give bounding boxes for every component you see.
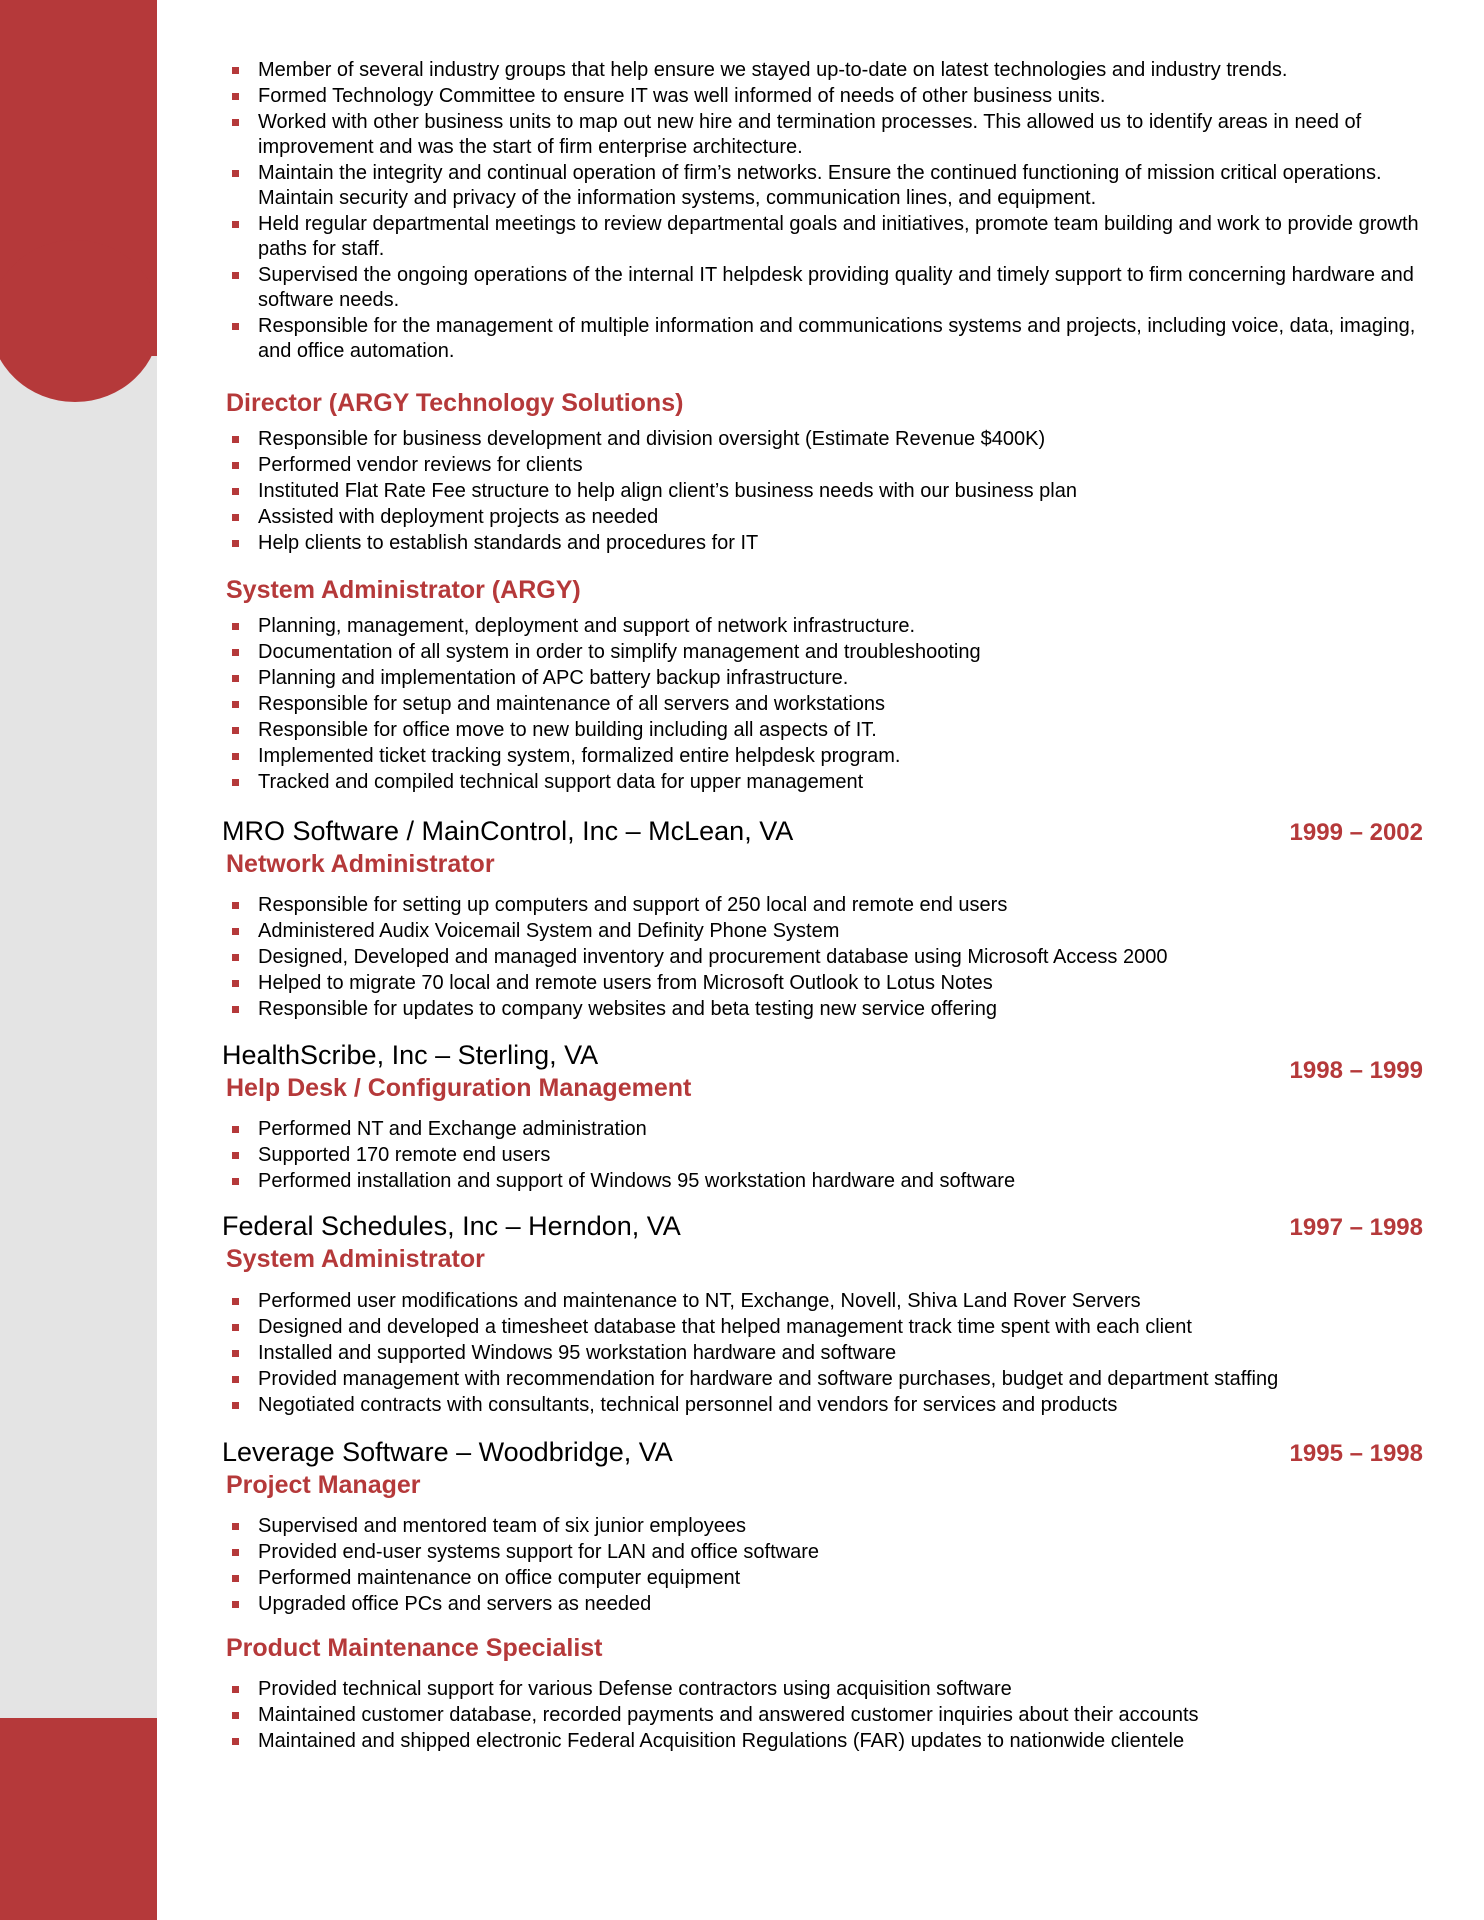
square-bullet-icon bbox=[232, 514, 239, 521]
square-bullet-icon bbox=[232, 1686, 239, 1693]
bullet-text: Administered Audix Voicemail System and Definity Phone System bbox=[258, 920, 840, 942]
company-row bbox=[222, 1210, 1426, 1244]
job-title: System Administrator bbox=[226, 1245, 485, 1273]
bullet-item bbox=[222, 971, 1426, 996]
bullet-text: Performed NT and Exchange administration bbox=[258, 1118, 647, 1140]
bullet-text: Planning, management, deployment and support of network infrastructure. bbox=[258, 615, 916, 637]
band-bottom-accent bbox=[0, 1718, 157, 1920]
bullet-text: Supervised the ongoing operations of the internal IT helpdesk providing quality and timely support to firm concerning hardware and software needs. bbox=[258, 264, 1414, 311]
bullet-item bbox=[222, 427, 1426, 452]
square-bullet-icon bbox=[232, 67, 239, 74]
square-bullet-icon bbox=[232, 1324, 239, 1331]
bullet-text: Installed and supported Windows 95 workstation hardware and software bbox=[258, 1342, 897, 1364]
square-bullet-icon bbox=[232, 1575, 239, 1582]
bullet-text: Supported 170 remote end users bbox=[258, 1144, 551, 1166]
bullet-item bbox=[222, 744, 1426, 769]
job-bullet-list bbox=[222, 1117, 1426, 1194]
square-bullet-icon bbox=[232, 436, 239, 443]
bullet-item bbox=[222, 640, 1426, 665]
square-bullet-icon bbox=[232, 93, 239, 100]
bullet-text: Designed, Developed and managed inventory and procurement database using Microsoft Access 2000 bbox=[258, 946, 1168, 968]
bullet-text: Responsible for updates to company websites and beta testing new service offering bbox=[258, 998, 997, 1020]
square-bullet-icon bbox=[232, 1601, 239, 1608]
bullet-item bbox=[222, 692, 1426, 717]
square-bullet-icon bbox=[232, 623, 239, 630]
job-bullet-list bbox=[222, 427, 1426, 556]
job-title: System Administrator (ARGY) bbox=[226, 576, 581, 604]
company-row bbox=[222, 1039, 1426, 1084]
square-bullet-icon bbox=[232, 1376, 239, 1383]
bullet-item bbox=[222, 1315, 1426, 1340]
bullet-item bbox=[222, 1514, 1426, 1539]
employment-dates: 1998 – 1999 bbox=[1289, 1057, 1423, 1084]
employment-dates: 1997 – 1998 bbox=[1289, 1214, 1423, 1241]
square-bullet-icon bbox=[232, 753, 239, 760]
band-bottom-curve bbox=[0, 1582, 157, 1716]
bullet-text: Maintained customer database, recorded payments and answered customer inquiries about their accounts bbox=[258, 1704, 1199, 1726]
bullet-text: Performed installation and support of Windows 95 workstation hardware and software bbox=[258, 1170, 1016, 1192]
company-name: HealthScribe, Inc – Sterling, VA bbox=[222, 1040, 599, 1070]
bullet-item bbox=[222, 263, 1426, 313]
bullet-item bbox=[222, 1289, 1426, 1314]
square-bullet-icon bbox=[232, 928, 239, 935]
bullet-text: Supervised and mentored team of six junior employees bbox=[258, 1515, 747, 1537]
bullet-item bbox=[222, 1367, 1426, 1392]
square-bullet-icon bbox=[232, 170, 239, 177]
bullet-item bbox=[222, 1117, 1426, 1142]
square-bullet-icon bbox=[232, 488, 239, 495]
square-bullet-icon bbox=[232, 675, 239, 682]
bullet-item bbox=[222, 212, 1426, 262]
intro-bullet-list bbox=[222, 58, 1426, 364]
bullet-text: Upgraded office PCs and servers as needed bbox=[258, 1593, 652, 1615]
square-bullet-icon bbox=[232, 221, 239, 228]
job-title: Director (ARGY Technology Solutions) bbox=[226, 389, 684, 417]
square-bullet-icon bbox=[232, 1712, 239, 1719]
bullet-text: Instituted Flat Rate Fee structure to help align client’s business needs with our business plan bbox=[258, 480, 1077, 502]
bullet-item bbox=[222, 505, 1426, 530]
bullet-text: Held regular departmental meetings to review departmental goals and initiatives, promote team building and work to provide growth paths for staff. bbox=[258, 213, 1419, 260]
bullet-text: Provided management with recommendation for hardware and software purchases, budget and department staffing bbox=[258, 1368, 1279, 1390]
bullet-text: Implemented ticket tracking system, formalized entire helpdesk program. bbox=[258, 745, 901, 767]
square-bullet-icon bbox=[232, 119, 239, 126]
square-bullet-icon bbox=[232, 1402, 239, 1409]
job-argy-sysadmin bbox=[222, 575, 1426, 795]
bullet-item bbox=[222, 1566, 1426, 1591]
job-title: Project Manager bbox=[226, 1471, 421, 1499]
bullet-text: Provided technical support for various Defense contractors using acquisition software bbox=[258, 1678, 1012, 1700]
bullet-text: Member of several industry groups that help ensure we stayed up-to-date on latest technologies and industry trends. bbox=[258, 59, 1288, 81]
job-mro-software bbox=[222, 815, 1426, 1022]
left-decorative-band bbox=[0, 0, 157, 1920]
job-bullet-list bbox=[222, 1514, 1426, 1617]
job-title: Help Desk / Configuration Management bbox=[226, 1074, 692, 1102]
bullet-text: Performed maintenance on office computer equipment bbox=[258, 1567, 741, 1589]
job-healthscribe bbox=[222, 1039, 1426, 1194]
bullet-text: Formed Technology Committee to ensure IT was well informed of needs of other business units. bbox=[258, 85, 1106, 107]
job-bullet-list bbox=[222, 1289, 1426, 1418]
square-bullet-icon bbox=[232, 540, 239, 547]
square-bullet-icon bbox=[232, 779, 239, 786]
bullet-item bbox=[222, 1143, 1426, 1168]
job-bullet-list bbox=[222, 893, 1426, 1022]
square-bullet-icon bbox=[232, 649, 239, 656]
square-bullet-icon bbox=[232, 980, 239, 987]
bullet-item bbox=[222, 314, 1426, 364]
job-title: Product Maintenance Specialist bbox=[226, 1634, 603, 1662]
bullet-text: Helped to migrate 70 local and remote users from Microsoft Outlook to Lotus Notes bbox=[258, 972, 993, 994]
bullet-text: Responsible for setting up computers and support of 250 local and remote end users bbox=[258, 894, 1008, 916]
bullet-text: Maintain the integrity and continual operation of firm’s networks. Ensure the continued functioning of mission critical operations. Maintain security and privacy of the information systems, communication lines, and equipment. bbox=[258, 162, 1382, 209]
square-bullet-icon bbox=[232, 1738, 239, 1745]
resume-content bbox=[222, 58, 1426, 1755]
square-bullet-icon bbox=[232, 1523, 239, 1530]
bullet-item bbox=[222, 770, 1426, 795]
company-row bbox=[222, 1436, 1426, 1470]
square-bullet-icon bbox=[232, 701, 239, 708]
bullet-item bbox=[222, 1169, 1426, 1194]
bullet-item bbox=[222, 110, 1426, 160]
bullet-item bbox=[222, 666, 1426, 691]
square-bullet-icon bbox=[232, 1126, 239, 1133]
square-bullet-icon bbox=[232, 902, 239, 909]
employment-dates: 1999 – 2002 bbox=[1289, 819, 1423, 846]
bullet-text: Help clients to establish standards and procedures for IT bbox=[258, 532, 759, 554]
square-bullet-icon bbox=[232, 1298, 239, 1305]
bullet-text: Responsible for setup and maintenance of all servers and workstations bbox=[258, 693, 886, 715]
employment-dates: 1995 – 1998 bbox=[1289, 1440, 1423, 1467]
bullet-item bbox=[222, 161, 1426, 211]
bullet-item bbox=[222, 945, 1426, 970]
bullet-item bbox=[222, 614, 1426, 639]
bullet-text: Assisted with deployment projects as needed bbox=[258, 506, 659, 528]
job-leverage-software bbox=[222, 1436, 1426, 1617]
bullet-text: Performed vendor reviews for clients bbox=[258, 454, 583, 476]
bullet-item bbox=[222, 1729, 1426, 1754]
bullet-text: Documentation of all system in order to simplify management and troubleshooting bbox=[258, 641, 981, 663]
bullet-text: Responsible for business development and division oversight (Estimate Revenue $400K) bbox=[258, 428, 1046, 450]
square-bullet-icon bbox=[232, 1006, 239, 1013]
bullet-item bbox=[222, 919, 1426, 944]
bullet-item bbox=[222, 1677, 1426, 1702]
bullet-item bbox=[222, 1540, 1426, 1565]
bullet-text: Responsible for office move to new building including all aspects of IT. bbox=[258, 719, 877, 741]
bullet-item bbox=[222, 453, 1426, 478]
bullet-item bbox=[222, 718, 1426, 743]
square-bullet-icon bbox=[232, 1152, 239, 1159]
bullet-item bbox=[222, 1393, 1426, 1418]
square-bullet-icon bbox=[232, 1178, 239, 1185]
job-bullet-list bbox=[222, 614, 1426, 795]
company-row bbox=[222, 815, 1426, 849]
square-bullet-icon bbox=[232, 1549, 239, 1556]
square-bullet-icon bbox=[232, 954, 239, 961]
bullet-item bbox=[222, 1703, 1426, 1728]
bullet-item bbox=[222, 893, 1426, 918]
square-bullet-icon bbox=[232, 272, 239, 279]
job-argy-director bbox=[222, 388, 1426, 556]
bullet-text: Worked with other business units to map out new hire and termination processes. This allowed us to identify areas in need of improvement and was the start of firm enterprise architecture. bbox=[258, 111, 1362, 158]
bullet-item bbox=[222, 58, 1426, 83]
bullet-text: Planning and implementation of APC battery backup infrastructure. bbox=[258, 667, 849, 689]
job-federal-schedules bbox=[222, 1210, 1426, 1418]
job-product-maintenance bbox=[222, 1633, 1426, 1754]
company-name: Leverage Software – Woodbridge, VA bbox=[222, 1437, 673, 1467]
bullet-text: Performed user modifications and maintenance to NT, Exchange, Novell, Shiva Land Rover Servers bbox=[258, 1290, 1141, 1312]
bullet-item bbox=[222, 531, 1426, 556]
square-bullet-icon bbox=[232, 1350, 239, 1357]
bullet-item bbox=[222, 84, 1426, 109]
bullet-text: Maintained and shipped electronic Federal Acquisition Regulations (FAR) updates to nationwide clientele bbox=[258, 1730, 1185, 1752]
bullet-text: Designed and developed a timesheet database that helped management track time spent with each client bbox=[258, 1316, 1192, 1338]
bullet-text: Provided end-user systems support for LAN and office software bbox=[258, 1541, 820, 1563]
company-name: Federal Schedules, Inc – Herndon, VA bbox=[222, 1211, 681, 1241]
square-bullet-icon bbox=[232, 462, 239, 469]
bullet-text: Tracked and compiled technical support data for upper management bbox=[258, 771, 864, 793]
square-bullet-icon bbox=[232, 323, 239, 330]
bullet-item bbox=[222, 997, 1426, 1022]
job-bullet-list bbox=[222, 1677, 1426, 1754]
bullet-text: Negotiated contracts with consultants, technical personnel and vendors for services and products bbox=[258, 1394, 1118, 1416]
company-name: MRO Software / MainControl, Inc – McLean, VA bbox=[222, 816, 794, 846]
bullet-item bbox=[222, 1592, 1426, 1617]
square-bullet-icon bbox=[232, 727, 239, 734]
band-top-curve bbox=[0, 240, 157, 402]
bullet-item bbox=[222, 1341, 1426, 1366]
job-title: Network Administrator bbox=[226, 850, 495, 878]
bullet-item bbox=[222, 479, 1426, 504]
bullet-text: Responsible for the management of multiple information and communications systems and projects, including voice, data, imaging, and office automation. bbox=[258, 315, 1416, 362]
